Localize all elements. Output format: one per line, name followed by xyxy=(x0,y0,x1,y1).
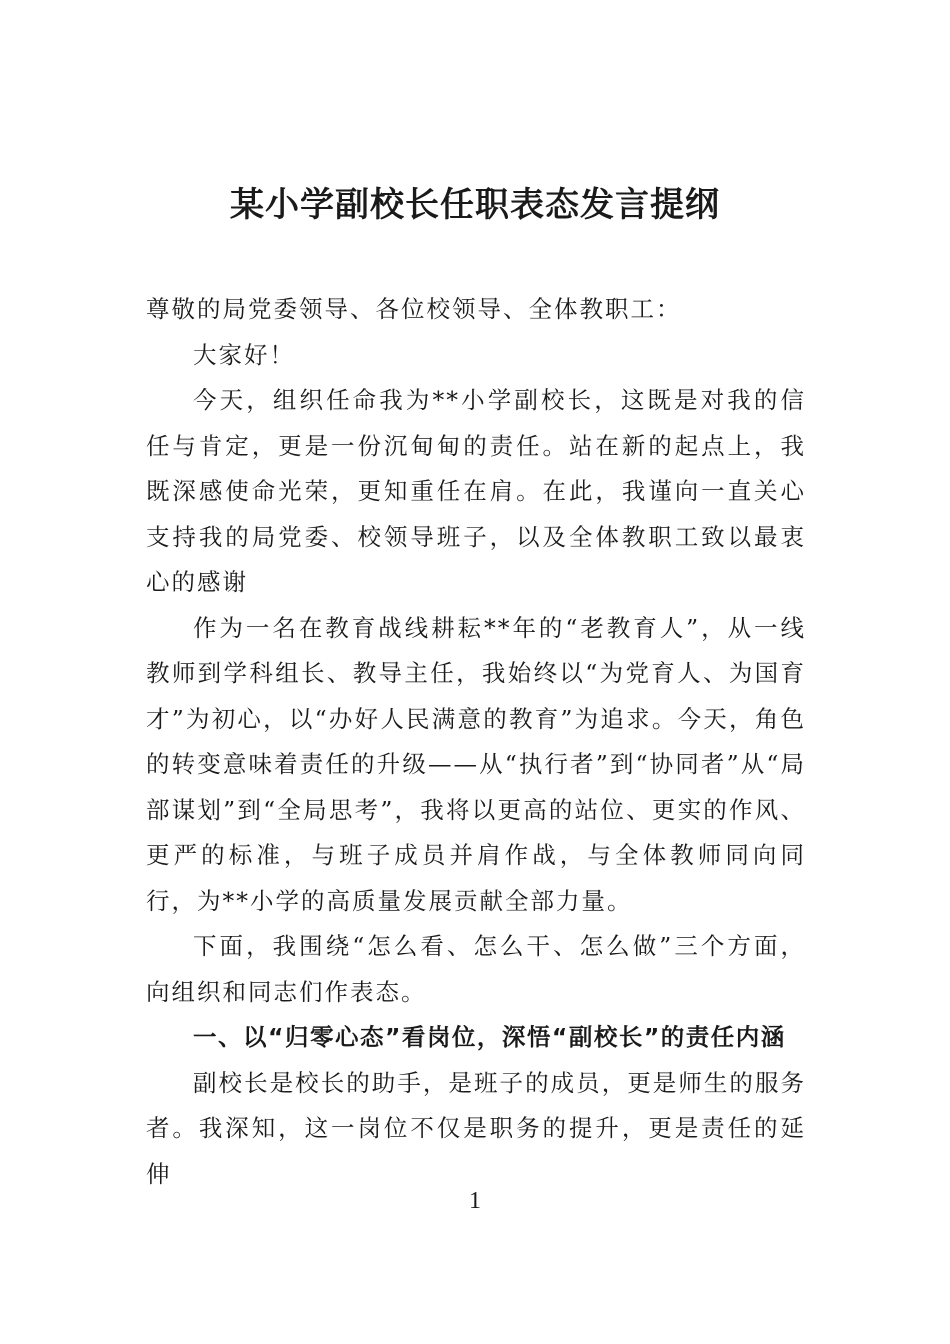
section-paragraph-1: 副校长是校长的助手，是班子的成员，更是师生的服务者。我深知，这一岗位不仅是职务的提升，更是责任的延伸 xyxy=(146,1068,806,1188)
paragraph-experience: 作为一名在教育战线耕耘**年的“老教育人”，从一线教师到学科组长、教导主任，我始终以“为党育人、为国育才”为初心，以“办好人民满意的教育”为追求。今天，角色的转变意味着责任的升级——从“执行者”到“协同者”从“局部谋划”到“全局思考”，我将以更高的站位、更实的作风、更严的标准，与班子成员并肩作战，与全体教师同向同行，为**小学的高质量发展贡献全部力量。 xyxy=(146,613,806,915)
salutation: 尊敬的局党委领导、各位校领导、全体教职工： xyxy=(146,295,682,323)
section-heading-1: 一、以“归零心态”看岗位，深悟“副校长”的责任内涵 xyxy=(193,1023,786,1051)
greeting: 大家好！ xyxy=(193,340,295,369)
document-title: 某小学副校长任职表态发言提纲 xyxy=(230,185,720,225)
paragraph-appointment: 今天，组织任命我为**小学副校长，这既是对我的信任与肯定，更是一份沉甸甸的责任。站在新的起点上，我既深感使命光荣，更知重任在肩。在此，我谨向一直关心支持我的局党委、校领导班子，以及全体教职工致以最衷心的感谢 xyxy=(146,386,806,596)
paragraph-overview: 下面，我围绕“怎么看、怎么干、怎么做”三个方面，向组织和同志们作表态。 xyxy=(146,932,806,1006)
document-body xyxy=(146,287,806,1197)
page-number: 1 xyxy=(469,1188,481,1214)
